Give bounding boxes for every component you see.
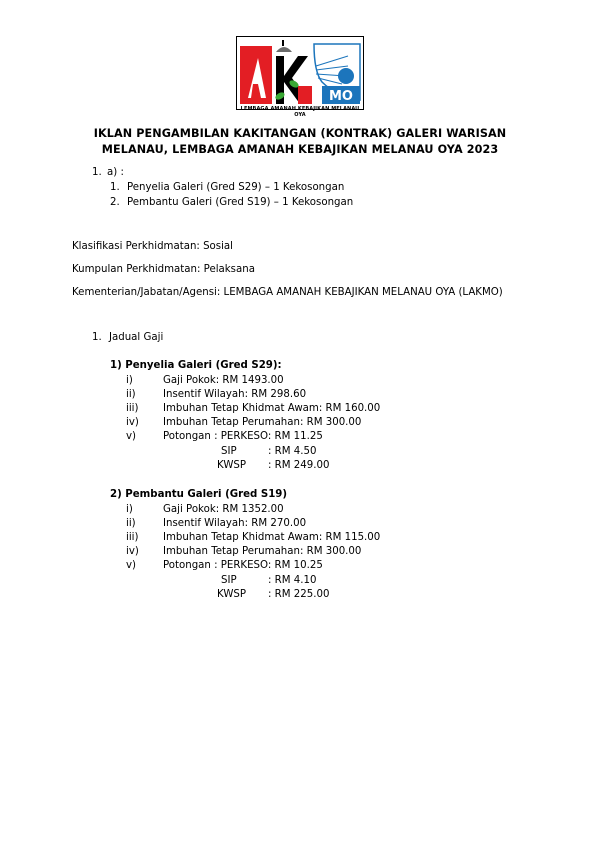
salary-row: Potongan : PERKESO: RM 10.25 [163,560,323,571]
list-marker: 1. [92,332,102,343]
salary-row: Potongan : PERKESO: RM 11.25 [163,431,323,442]
svg-text:MO: MO [329,89,353,104]
row-number: ii) [126,518,136,529]
kementerian-text: Kementerian/Jabatan/Agensi: LEMBAGA AMANAH KEBAJIKAN MELANAU OYA (LAKMO) [72,287,503,298]
kwsp-value: : RM 249.00 [268,460,330,471]
logo-caption: LEMBAGA AMANAH KEBAJIKAN MELANAU OYA [240,106,360,118]
lakmo-logo [236,36,364,110]
list-marker: 1. [92,167,102,178]
row-number: iii) [126,532,139,543]
page-title-line-2: MELANAU, LEMBAGA AMANAH KEBAJIKAN MELANAU OYA 2023 [101,143,499,156]
kwsp-value: : RM 225.00 [268,589,330,600]
list-number: 2. [110,197,120,208]
sip-value: : RM 4.10 [268,575,317,586]
row-number: iii) [126,403,139,414]
salary-row: Insentif Wilayah: RM 270.00 [163,518,307,529]
jadual-gaji-heading: Jadual Gaji [109,332,164,343]
row-number: ii) [126,389,136,400]
kumpulan-text: Kumpulan Perkhidmatan: Pelaksana [72,264,255,275]
salary-row: Gaji Pokok: RM 1352.00 [163,504,284,515]
sip-value: : RM 4.50 [268,446,317,457]
salary-row: Imbuhan Tetap Perumahan: RM 300.00 [163,546,362,557]
vacancy-item: Penyelia Galeri (Gred S29) – 1 Kekosongan [127,182,345,193]
row-number: iv) [126,546,139,557]
kwsp-label: KWSP [217,589,247,600]
row-number: iv) [126,417,139,428]
section-a-label: a) : [107,167,124,178]
salary-row: Insentif Wilayah: RM 298.60 [163,389,307,400]
row-number: i) [126,504,133,515]
post-heading: 2) Pembantu Galeri (Gred S19) [110,489,288,500]
sip-label: SIP [221,446,237,457]
post-heading: 1) Penyelia Galeri (Gred S29): [110,360,282,371]
salary-row: Gaji Pokok: RM 1493.00 [163,375,284,386]
vacancy-item: Pembantu Galeri (Gred S19) – 1 Kekosongan [127,197,354,208]
klasifikasi-text: Klasifikasi Perkhidmatan: Sosial [72,241,233,252]
list-number: 1. [110,182,120,193]
row-number: v) [126,560,137,571]
salary-row: Imbuhan Tetap Perumahan: RM 300.00 [163,417,362,428]
kwsp-label: KWSP [217,460,247,471]
row-number: i) [126,375,133,386]
page-title-line-1: IKLAN PENGAMBILAN KAKITANGAN (KONTRAK) GALERI WARISAN [93,127,507,140]
sip-label: SIP [221,575,237,586]
salary-row: Imbuhan Tetap Khidmat Awam: RM 115.00 [163,532,381,543]
salary-row: Imbuhan Tetap Khidmat Awam: RM 160.00 [163,403,381,414]
row-number: v) [126,431,137,442]
